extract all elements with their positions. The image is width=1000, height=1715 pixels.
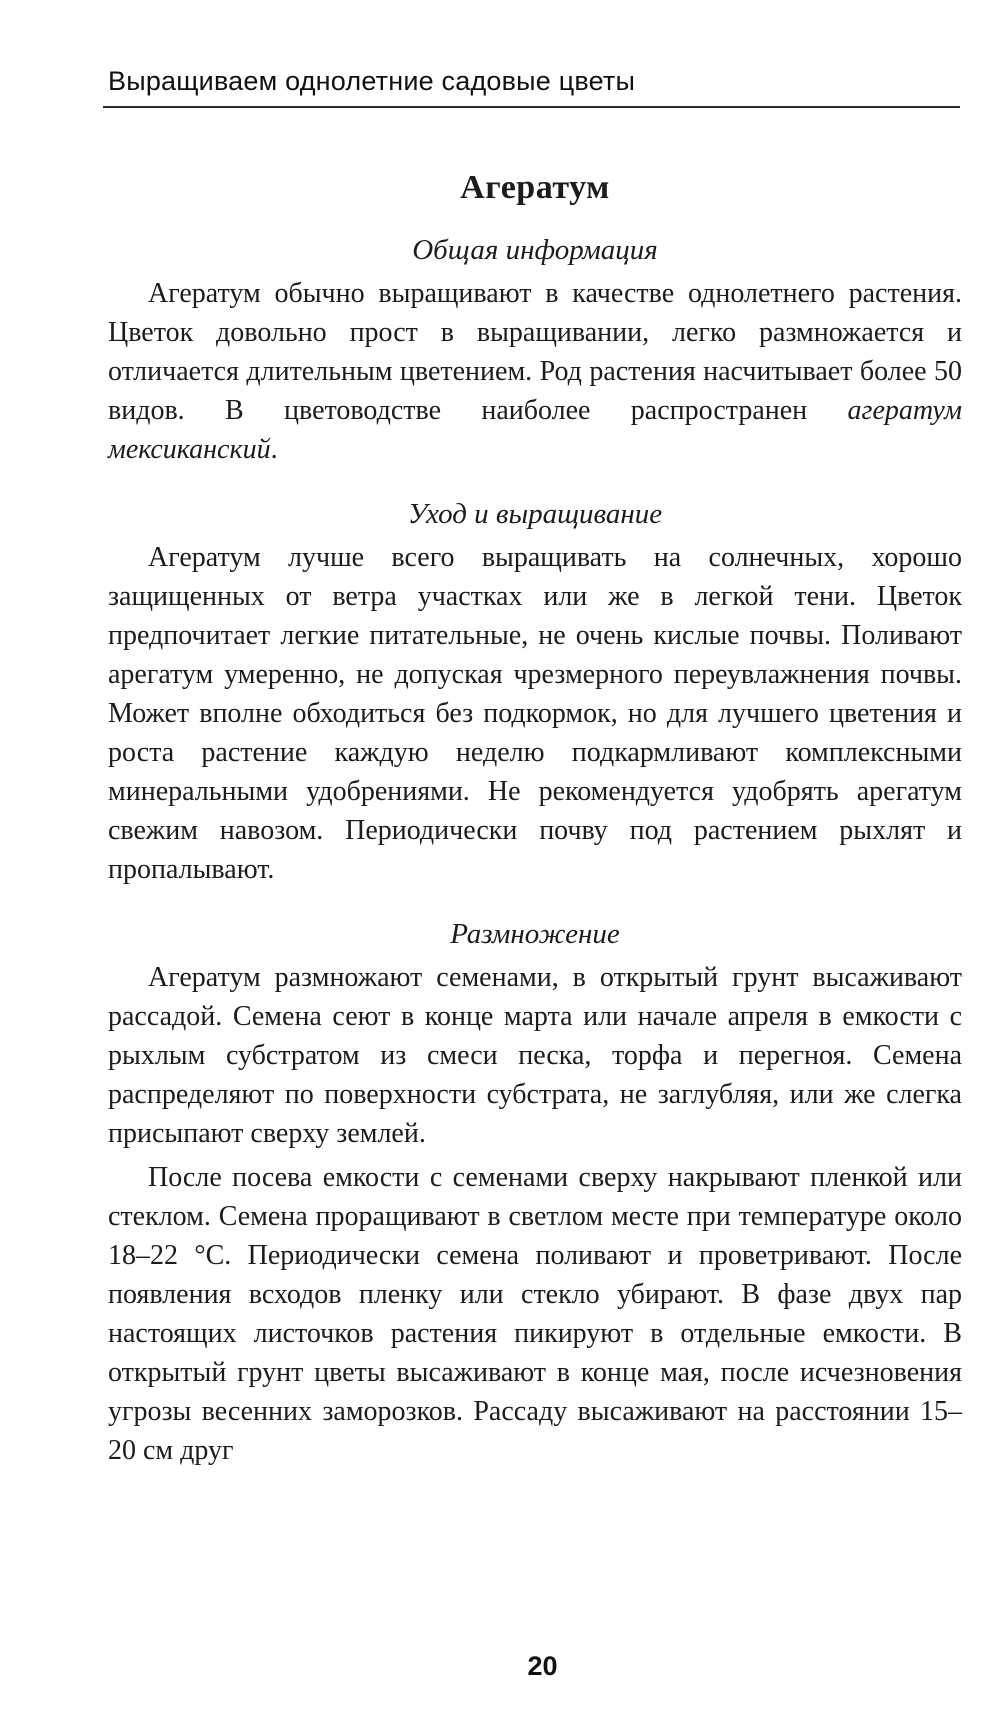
page-number: 20	[527, 1651, 558, 1681]
paragraph-propagation-1: Агератум размножают семенами, в открытый грунт высаживают рассадой. Семена сеют в конце марта или начале апреля в емкости с рыхлым субстратом из смеси песка, торфа и перегноя. Семена распределяют по поверхности субстрата, не заглубляя, или же слегка присыпают сверху землей.	[108, 962, 962, 1149]
paragraph-general-1	[108, 274, 962, 469]
paragraph-general-1-end: .	[270, 434, 278, 465]
section-gap	[108, 469, 962, 494]
section-title-general: Общая информация	[412, 234, 658, 266]
running-head: Выращиваем однолетние садовые цветы	[108, 66, 636, 96]
body-text	[108, 166, 962, 1470]
paragraph-propagation-2: После посева емкости с семенами сверху накрывают пленкой или стеклом. Семена проращивают в светлом месте при температуре около 18–22 °С. Периодически семена поливают и проветривают. После появления всходов пленку или стекло убирают. В фазе двух пар настоящих листочков растения пикируют в отдельные емкости. В открытый грунт цветы высаживают в конце мая, после исчезновения угрозы весенних заморозков. Рассаду высаживают на расстоянии 15–20 см друг	[108, 1162, 962, 1466]
paragraph-general-1-italic: агератум мексиканский	[108, 395, 962, 465]
paragraph-general-1-text: Агератум обычно выращивают в качестве однолетнего растения. Цветок довольно прост в выращивании, легко размножается и отличается длительным цветением. Род растения насчитывает более 50 видов. В цветоводстве наиболее распространен	[108, 278, 962, 426]
chapter-title: Агератум	[460, 169, 610, 206]
section-title-propagation: Размножение	[450, 918, 620, 950]
header-rule	[103, 106, 960, 108]
paragraph-care-1: Агератум лучше всего выращивать на солнечных, хорошо защищенных от ветра участках или же в легкой тени. Цветок предпочитает легкие питательные, не очень кислые почвы. Поливают арегатум умеренно, не допуская чрезмерного переувлажнения почвы. Может вполне обходиться без подкормок, но для лучшего цветения и роста растение каждую неделю подкармливают комплексными минеральными удобрениями. Не рекомендуется удобрять арегатум свежим навозом. Периодически почву под растением рыхлят и пропалывают.	[108, 542, 962, 885]
section-title-care: Уход и выращивание	[407, 498, 663, 530]
section-gap	[108, 889, 962, 914]
